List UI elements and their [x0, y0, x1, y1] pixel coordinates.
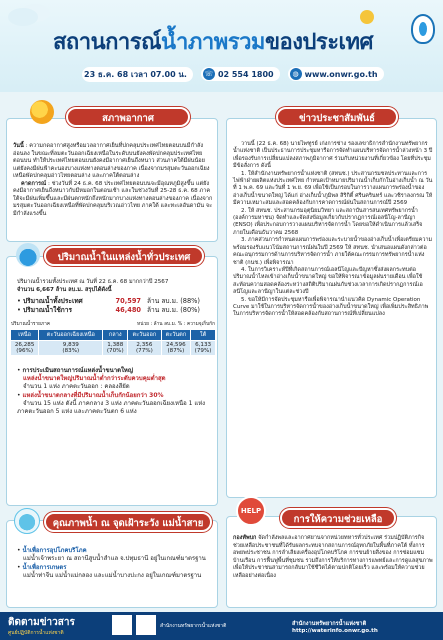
help-icon: HELP [236, 496, 266, 526]
weather-icon [30, 100, 54, 124]
news-text: วานนี้ (22 ธ.ค. 68) นายไพฑูรย์ เก่งการช่าง รองเลขาธิการสำนักงานทรัพยากรน้ำแห่งชาติ เป็นประธานการประชุมหารือการจัดทำแผนบริหารจัดการน้ำล่วงหน้า 3 ปี เพื่อรองรับการเปลี่ยนแปลงสภาพภูมิอากาศ ร่วมกับหน่วยงานที่เกี่ยวข้อง โดยที่ประชุมมีข้อสั่งการ ดังนี้ 1. ให้สำนักงานทรัพยากรน้ำแห่งชาติ (สทนช.) ประสานกรมชลประทานและการไฟฟ้าฝ่ายผลิตแห่งประเทศไทย กำหนดเป้าหมายปริมาณน้ำเก็บกักในอ่างเก็บน้ำ ณ วันที่ 1 พ.ค. 69 และวันที่ 1 พ.ย. 69 เพื่อใช้เป็นกรอบในการวางแผนการพร่องน้ำของอ่างเก็บน้ำขนาดใหญ่ ได้แก่ อ่างเก็บน้ำภูมิพล สิริกิติ์ ศรีนครินทร์ และวชิราลงกรณ ให้มีความเหมาะสมและสอดคล้องกับการคาดการณ์ฝนในสถานการณ์ปี 2569 2. ให้ สทนช. ประสานกรมอุตุนิยมวิทยา และสถาบันสารสนเทศทรัพยากรน้ำ (องค์การมหาชน) จัดทำและจัดส่งข้อมูลเกี่ยวกับปรากฏการณ์เอลนีโญ-ลานีญา (ENSO) เพื่อประกอบการวางแผนบริหารจัดการน้ำ โดยขอให้ดำเนินการแล้วเสร็จภายในเดือนธันวาคม 2568 3. ภาคส่วนการกำหนดแผนการพร่องและระบายน้ำของอ่างเก็บน้ำเพื่อเตรียมความพร้อมรองรับแนวโน้มสถานการณ์ฝนในปี 2569 ให้ สทนช. นำเสนอแผนดังกล่าวต่อคณะอนุกรรมการด้านการบริหารจัดการน้ำ ภายใต้คณะกรรมการทรัพยากรน้ำแห่งชาติ (กนช.) เพื่อพิจารณา 4. ในการวิเคราะห์ปีที่เกิดสถานการณ์เอลนีโญและปัญหาซึ่งส่งผลกระทบต่อปริมาณน้ำไหลเข้าอ่างเก็บน้ำขนาดใหญ่ ขอให้พิจารณาข้อมูลฝนรายเดือน เพื่อใช้สะท้อนความสอดคล้องระหว่างสถิติปริมาณฝนกับช่วงเวลาการเกิดปรากฏการณ์เอลนีโญและลานีญาในแต่ละช่วงปี 5. ขอให้มีการจัดประชุมหารือเพื่อพิจารณานำแนวคิด Dynamic Operation Curve มาใช้ในการบริหารจัดการน้ำของอ่างเก็บน้ำขนาดใหญ่ เพื่อเพิ่มประสิทธิภาพในการบริหารจัดการน้ำให้สอดคล้องกับสถานการณ์ที่เปลี่ยนแปลง [233, 141, 433, 318]
header-south: ใต้ [191, 330, 216, 341]
help-heading: การให้ความช่วยเหลือ [280, 508, 396, 528]
summary-row-total: • ปริมาณน้ำทั้งประเทศ 70,597 ล้าน ลบ.ม. (88%) [17, 297, 201, 305]
contact-bar [82, 66, 384, 82]
value-north: 26,285 (96%) [11, 341, 39, 356]
footer-website-link[interactable]: สำนักงานทรัพยากรน้ำแห่งชาติ http://waterinfo.onwr.go.th [292, 621, 378, 634]
water-quality-icon [14, 508, 40, 534]
news-heading: ข่าวประชาสัมพันธ์ [276, 107, 398, 127]
help-text: กองทัพบก จัดกำลังพลและอากาศยานจากหน่วยทหารทั่วประเทศ ร่วมปฏิบัติภารกิจช่วยเหลือประชาชนที่ได้รับผลกระทบจากสถานการณ์อุทกภัยในพื้นที่ภาคใต้ ทั้งการอพยพประชาชน การลำเลียงเครื่องอุปโภคบริโภค การขนย้ายสิ่งของ การซ่อมแซมบ้านเรือน การฟื้นฟูพื้นที่ชุมชน รวมถึงการให้บริการทางการแพทย์และการดูแลสุขภาพ เพื่อให้ประชาชนสามารถกลับมาใช้ชีวิตได้ตามปกติโดยเร็ว และพร้อมให้ความช่วยเหลืออย่างต่อเนื่อง [233, 535, 433, 579]
reservoir-intro: ปริมาณน้ำรวมทั้งประเทศ ณ วันที่ 22 ธ.ค. 68 มากกว่าปี 2567 จำนวน 6,667 ล้าน ลบ.ม. สรุปได้ดังนี้ [17, 279, 169, 293]
reservoir-card [6, 256, 218, 506]
value-west: 24,596 (87%) [161, 341, 191, 356]
table-caption-row: ปริมาณน้ำรายภาค หน่วย : ล้าน ลบ.ม. % : ความจุเก็บกัก [11, 322, 215, 327]
footer-follow: ติดตามข่าวสาร [8, 617, 75, 628]
footer-qr-2 [136, 615, 156, 635]
value-east: 2,356 (77%) [128, 341, 161, 356]
news-card [226, 118, 437, 498]
footer-center-name: ศูนย์ปฏิบัติการน้ำแห่งชาติ [8, 630, 64, 636]
regional-table [10, 329, 216, 356]
header [0, 0, 443, 92]
header-north: เหนือ [11, 330, 39, 341]
quality-heading: คุณภาพน้ำ ณ จุดเฝ้าระวัง แม่น้ำสายหลัก [44, 512, 212, 532]
header-west: ตะวันตก [161, 330, 191, 341]
weather-card [6, 118, 218, 242]
reservoir-assessment: • การประเมินสถานการณ์แหล่งน้ำขนาดใหญ่ แหล่งน้ำขนาดใหญ่ปริมาณน้ำต่ำกว่าระดับควบคุมต่ำสุด จำนวน 1 แห่ง ภาคตะวันออก : คลองสียัด • แหล่งน้ำขนาดกลางที่มีปริมาณน้ำเก็บกักน้อยกว่า 30% จำนวน 15 แห่ง ดังนี้ ภาคกลาง 3 แห่ง ภาคตะวันออกเฉียงเหนือ 1 แห่ง ภาคตะวันออก 5 แห่ง และภาคตะวันตก 6 แห่ง [17, 367, 206, 416]
summary-row-usable: • ปริมาณน้ำใช้การ 46,480 ล้าน ลบ.ม. (80%) [17, 306, 201, 314]
footer-qr-1 [112, 615, 132, 635]
weather-text: วันนี้ : ความกดอากาศสูงหรือมวลอากาศเย็นที่ปกคลุมประเทศไทยตอนบนมีกำลังอ่อนลง ในขณะที่ลมตะวันออกเฉียงเหนือในระดับบนยังคงพัดปกคลุมประเทศไทยตอนบน ทำให้ประเทศไทยตอนบนยังคงมีอากาศเย็นถึงหนาว ส่วนภาคใต้มีฝนน้อย แต่ยังคงมีฝนฟ้าคะนองบางแห่งทางตอนล่างของภาค เนื่องจากมรสุมตะวันออกเฉียงเหนือพัดปกคลุมอ่าวไทยตอนล่าง และภาคใต้ตอนล่าง คาดการณ์ : ช่วงวันที่ 24 ธ.ค. 68 ประเทศไทยตอนบนจะมีอุณหภูมิสูงขึ้น แต่ยังคงมีอากาศเย็นถึงหนาวกับมีหมอกในตอนเช้า และในช่วงวันที่ 25-28 ธ.ค. 68 ภาคใต้จะมีฝนเพิ่มขึ้นและมีฝนตกหนักถึงหนักมากบางแห่งทางตอนล่างของภาค เนื่องจากมรสุมตะวันออกเฉียงเหนือที่พัดปกคลุมบริเวณอ่าวไทย ภาคใต้ และทะเลอันดามัน จะมีกำลังแรงขึ้น [13, 143, 213, 217]
value-south: 6,133 (79%) [191, 341, 216, 356]
website-pill[interactable]: ◍ www.onwr.go.th [288, 67, 384, 81]
weather-heading: สภาพอากาศ [66, 107, 190, 127]
footer [0, 612, 443, 640]
value-northeast: 9,839 (83%) [39, 341, 103, 356]
phone-pill[interactable]: ☏ 02 554 1800 [201, 67, 280, 81]
globe-icon: ◍ [290, 68, 302, 80]
header-northeast: ตะวันออกเฉียงเหนือ [39, 330, 103, 341]
footer-org: สำนักงานทรัพยากรน้ำแห่งชาติ [160, 623, 227, 629]
sun-icon [360, 10, 374, 24]
header-east: ตะวันออก [128, 330, 161, 341]
reservoir-summary [17, 297, 215, 315]
onwr-logo [411, 14, 435, 44]
page-title: สถานการณ์น้ำภาพรวมของประเทศ [52, 30, 374, 55]
reservoir-heading: ปริมาณน้ำในแหล่งน้ำทั่วประเทศ [44, 246, 204, 266]
value-central: 1,388 (70%) [103, 341, 128, 356]
reservoir-icon [16, 243, 40, 267]
date-pill: 23 ธ.ค. 68 เวลา 07.00 น. [82, 67, 193, 82]
phone-icon: ☏ [204, 70, 214, 78]
quality-text: • น้ำเพื่อการอุปโภคบริโภค แม่น้ำเจ้าพระยา ณ สถานีสูบน้ำสำแล จ.ปทุมธานี อยู่ในเกณฑ์มาตรฐาน • น้ำเพื่อการเกษตร แม่น้ำท่าจีน แม่น้ำแม่กลอง และแม่น้ำบางปะกง อยู่ในเกณฑ์มาตรฐาน [17, 547, 206, 580]
header-central: กลาง [103, 330, 128, 341]
